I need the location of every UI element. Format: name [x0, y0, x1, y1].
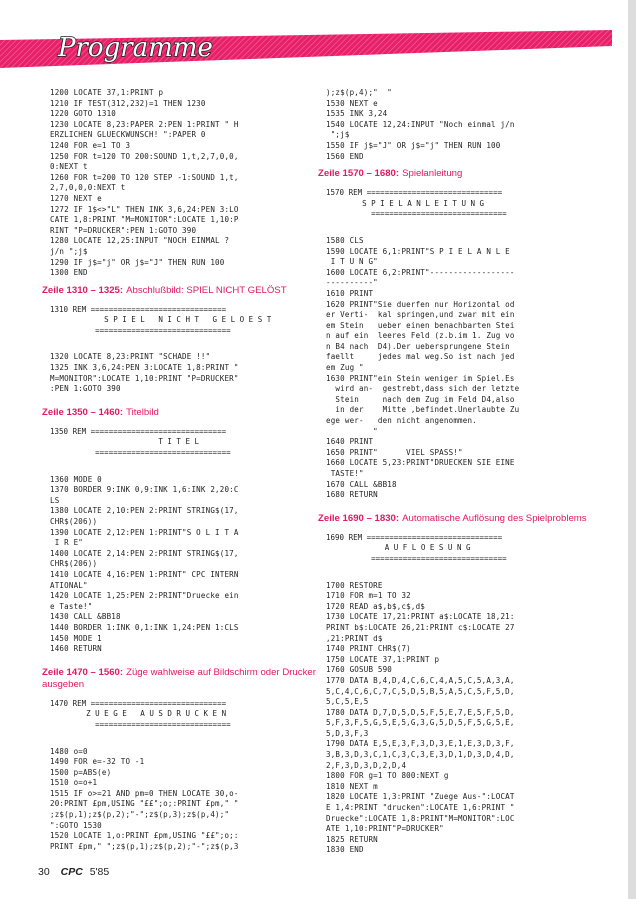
code-line: 1825 RETURN: [326, 834, 378, 844]
code-line: CATE 1,8:PRINT "M=MONITOR":LOCATE 1,10:P: [50, 215, 239, 225]
section-banner: [0, 22, 612, 84]
code-line: 1530 NEXT e: [326, 98, 378, 108]
section-heading: [318, 513, 616, 525]
code-line: 1200 LOCATE 37,1:PRINT p: [50, 88, 164, 97]
code-line: 1620 PRINT"Sie duerfen nur Horizontal od: [326, 299, 515, 309]
code-line: 1810 NEXT m: [326, 781, 378, 791]
code-line: ATE 1,10:PRINT"P=DRUCKER": [326, 824, 444, 834]
rem-banner: [50, 305, 340, 337]
code-line: I R E": [50, 538, 84, 548]
code-line: CHR$(206)): [50, 517, 98, 526]
code-line: 1600 LOCATE 6,2:PRINT"------------------: [326, 267, 515, 277]
code-line: ==============================: [50, 325, 231, 335]
code-line: 1790 DATA E,5,E,3,F,3,D,3,E,1,E,3,D,3,F,: [326, 739, 515, 749]
code-line: ==============================: [50, 448, 231, 458]
code-line: 1710 FOR m=1 TO 32: [326, 591, 411, 601]
code-line: faellt jedes mal weg.So ist nach jed: [326, 352, 515, 362]
code-line: Stein nach dem Zug im Feld D4,also: [326, 394, 515, 404]
code-line: LS: [50, 495, 60, 505]
code-line: 1770 DATA B,4,D,4,C,6,C,4,A,5,C,5,A,3,A,: [326, 675, 515, 685]
code-line: 1220 GOTO 1310: [50, 109, 117, 119]
code-line: er Verti- kal springen,und zwar mit ein: [326, 310, 515, 320]
code-line: ----------": [326, 278, 378, 288]
code-line: ege wer- den nicht angenommen.: [326, 416, 477, 426]
code-line: 1260 FOR t=200 TO 120 STEP -1:SOUND 1,t,: [50, 172, 239, 182]
code-line: 1320 LOCATE 8,23:PRINT "SCHADE !!": [50, 352, 211, 362]
code-line: ,21:PRINT d$: [326, 633, 383, 643]
code-line: n B4 nach D4).Der uebersprungene Stein: [326, 341, 510, 351]
section-heading: [318, 168, 616, 180]
code-line: 1740 PRINT CHR$(7): [326, 644, 411, 654]
code-line: TASTE!": [326, 469, 364, 478]
code-line: 1670 CALL &BB18: [326, 479, 397, 489]
code-line: 1630 PRINT"ein Stein weniger im Spiel.Es: [326, 373, 515, 383]
code-line: 1720 READ a$,b$,c$,d$: [326, 601, 426, 611]
code-line: ": [326, 426, 378, 436]
code-line: A U F L O E S U N G: [326, 543, 471, 553]
code-line: RINT "P=DRUCKER":PEN 1:GOTO 390: [50, 225, 197, 235]
code-line: 1430 CALL &BB18: [50, 612, 121, 622]
code-line: 1250 FOR t=120 TO 200:SOUND 1,t,2,7,0,0,: [50, 151, 239, 161]
code-line: 1480 o=0: [50, 746, 88, 756]
code-line: 1760 GOSUB 590: [326, 665, 393, 675]
code-block: [326, 581, 616, 856]
heading-title: Titelbild: [126, 406, 159, 418]
code-line: 1450 MODE 1: [50, 633, 102, 643]
code-line: 1660 LOCATE 5,23:PRINT"DRUECKEN SIE EINE: [326, 458, 515, 468]
code-line: ATIONAL": [50, 580, 88, 590]
code-line: 5,F,3,F,5,G,5,E,5,G,3,G,5,D,5,F,5,G,5,E,: [326, 718, 515, 728]
code-line: 1520 LOCATE 1,o:PRINT £pm,USING "££";o;:: [50, 831, 239, 841]
code-line: ==============================: [50, 719, 231, 729]
code-line: 1500 p=ABS(e): [50, 767, 112, 777]
code-line: ;z$(p,1);z$(p,2);"-";z$(p,3);z$(p,4);": [50, 810, 230, 820]
code-line: 1420 LOCATE 1,25:PEN 2:PRINT"Druecke ein: [50, 591, 239, 601]
code-line: 1210 IF TEST(312,232)=1 THEN 1230: [50, 98, 206, 108]
code-line: 1820 LOCATE 1,3:PRINT "Zuege Aus-":LOCAT: [326, 792, 515, 802]
code-line: ";j$: [326, 130, 350, 140]
code-line: 1272 IF 1$<>"L" THEN INK 3,6,24:PEN 3:LO: [50, 204, 239, 214]
left-column: [42, 88, 340, 852]
code-line: Druecke":LOCATE 1,8:PRINT"M=MONITOR":LOC: [326, 813, 515, 823]
code-line: 1350 REM ==============================: [50, 426, 227, 436]
heading-line-range: Zeile 1690 – 1830:: [318, 512, 400, 524]
code-line: 1270 NEXT e: [50, 193, 102, 203]
code-line: ":GOTO 1530: [50, 820, 102, 830]
code-line: j/n ";j$: [50, 246, 88, 256]
code-line: in der Mitte ,befindet.Unerlaubte Zu: [326, 405, 520, 415]
banner-title: Programme: [58, 33, 213, 63]
code-line: 1300 END: [50, 268, 88, 278]
code-line: Z U E G E A U S D R U C K E N: [50, 709, 227, 719]
code-line: 1380 LOCATE 2,10:PEN 2:PRINT STRING$(17,: [50, 506, 239, 516]
code-line: S P I E L A N L E I T U N G: [326, 198, 485, 208]
code-line: 2,F,3,D,3,D,2,D,4: [326, 760, 407, 770]
code-line: 1700 RESTORE: [326, 580, 383, 590]
code-line: 1410 LOCATE 4,16:PEN 1:PRINT" CPC INTERN: [50, 569, 239, 579]
code-line: em Zug ": [326, 363, 364, 373]
code-line: 1535 INK 3,24: [326, 109, 388, 119]
code-line: ==============================: [326, 209, 507, 219]
code-line: 1640 PRINT: [326, 437, 374, 447]
code-line: :PEN 1:GOTO 390: [50, 384, 121, 394]
code-line: 3,B,3,D,3,C,1,C,3,C,3,E,3,D,1,D,3,D,4,D,: [326, 750, 515, 760]
code-line: 1440 BORDER 1:INK 0,1:INK 1,24:PEN 1:CLS: [50, 622, 239, 632]
rem-banner: [50, 427, 340, 459]
code-line: E 1,4:PRINT "drucken":LOCATE 1,6:PRINT ": [326, 803, 515, 813]
section-heading: [42, 407, 340, 419]
code-line: 1515 IF o>=21 AND pm=0 THEN LOCATE 30,o-: [50, 788, 239, 798]
code-block: [50, 352, 340, 394]
code-line: PRINT £pm," ";z$(p,1);z$(p,2);"-";z$(p,3: [50, 841, 239, 851]
code-line: 1390 LOCATE 2,12:PEN 1:PRINT"S O L I T A: [50, 527, 239, 537]
code-line: 1830 END: [326, 845, 364, 855]
code-line: 1550 IF j$="J" OR j$="j" THEN RUN 100: [326, 140, 501, 150]
code-block: [50, 475, 340, 655]
code-line: 2,7,0,0,0:NEXT t: [50, 183, 126, 193]
code-block: [326, 88, 616, 162]
code-line: );z$(p,4);" ": [326, 88, 393, 97]
code-line: 1650 PRINT" VIEL SPASS!": [326, 447, 463, 457]
rem-banner: [50, 699, 340, 731]
code-line: ERZLICHEN GLUECKWUNSCH! ":PAPER 0: [50, 130, 206, 140]
heading-title: Züge wahlweise auf Bildschirm oder Drucker ausgeben: [42, 666, 316, 690]
page-edge: [628, 0, 636, 899]
code-line: 5,C,4,C,6,C,7,C,5,D,5,B,5,A,5,C,5,F,5,D,: [326, 686, 515, 696]
code-line: 1570 REM ==============================: [326, 188, 503, 198]
code-line: 1325 INK 3,6,24:PEN 3:LOCATE 1,8:PRINT ": [50, 363, 239, 373]
heading-line-range: Zeile 1310 – 1325:: [42, 284, 124, 296]
code-line: 5,C,5,E,5: [326, 697, 369, 707]
heading-line-range: Zeile 1570 – 1680:: [318, 168, 400, 180]
code-line: M=MONITOR":LOCATE 1,10:PRINT "P=DRUCKER": [50, 373, 239, 383]
code-line: 1490 FOR e=-32 TO -1: [50, 757, 145, 767]
code-line: e Taste!": [50, 601, 93, 611]
rem-banner: [326, 533, 616, 565]
code-line: 1280 LOCATE 12,25:INPUT "NOCH EINMAL ?: [50, 236, 230, 246]
code-line: 1510 o=o+1: [50, 778, 98, 788]
code-line: 1780 DATA D,7,D,5,D,5,F,5,E,7,E,5,F,5,D,: [326, 707, 515, 717]
section-heading: [42, 285, 340, 297]
code-line: wird an- gestrebt,dass sich der letzte: [326, 384, 520, 394]
code-block: [50, 88, 340, 279]
code-line: 1230 LOCATE 8,23:PAPER 2:PEN 1:PRINT " H: [50, 119, 239, 129]
heading-title: Abschlußbild: SPIEL NICHT GELÖST: [126, 284, 287, 296]
code-line: I T U N G": [326, 257, 378, 267]
code-line: n auf ein leeres Feld (z.b.im 1. Zug vo: [326, 331, 515, 341]
code-line: 1540 LOCATE 12,24:INPUT "Noch einmal j/n: [326, 119, 515, 129]
magazine-name: CPC: [60, 866, 83, 878]
code-line: 1800 FOR g=1 TO 800:NEXT g: [326, 771, 449, 781]
code-line: em Stein ueber einen benachbarten Stei: [326, 320, 515, 330]
right-column: [318, 88, 616, 856]
code-line: 1750 LOCATE 37,1:PRINT p: [326, 654, 440, 664]
section-heading: [42, 667, 340, 691]
page-footer: [38, 866, 109, 878]
heading-line-range: Zeile 1350 – 1460:: [42, 406, 124, 418]
code-line: 1560 END: [326, 151, 364, 161]
code-line: 1590 LOCATE 6,1:PRINT"S P I E L A N L E: [326, 246, 510, 256]
code-line: 1610 PRINT: [326, 288, 374, 298]
code-line: 1680 RETURN: [326, 490, 378, 500]
heading-title: Spielanleitung: [402, 168, 463, 180]
code-line: 1730 LOCATE 17,21:PRINT a$:LOCATE 18,21:: [326, 612, 515, 622]
code-line: S P I E L N I C H T G E L O E S T: [50, 315, 272, 325]
code-line: 1240 FOR e=1 TO 3: [50, 140, 131, 150]
code-line: 1470 REM ==============================: [50, 698, 227, 708]
code-line: 1370 BORDER 9:INK 0,9:INK 1,6:INK 2,20:C: [50, 485, 239, 495]
code-line: 5,D,3,F,3: [326, 728, 369, 738]
heading-line-range: Zeile 1470 – 1560:: [42, 666, 124, 678]
code-block: [50, 747, 340, 853]
code-line: 1310 REM ==============================: [50, 304, 227, 314]
code-line: 0:NEXT t: [50, 162, 88, 172]
code-line: 20:PRINT £pm,USING "££";o;:PRINT £pm," ": [50, 799, 239, 809]
issue-number: 5'85: [89, 866, 110, 878]
code-line: T I T E L: [50, 437, 200, 447]
page-number: 30: [38, 866, 50, 878]
rem-banner: [326, 188, 616, 220]
code-line: ==============================: [326, 553, 507, 563]
code-line: 1690 REM ==============================: [326, 532, 503, 542]
code-line: 1290 IF j$="j" OR j$="J" THEN RUN 100: [50, 257, 225, 267]
code-block: [326, 236, 616, 501]
code-line: 1460 RETURN: [50, 644, 102, 654]
code-line: CHR$(206)): [50, 559, 98, 569]
code-line: PRINT b$:LOCATE 26,21:PRINT c$:LOCATE 27: [326, 622, 515, 632]
heading-title: Automatische Auflösung des Spielproblems: [402, 512, 587, 524]
code-line: 1360 MODE 0: [50, 474, 102, 484]
code-line: 1400 LOCATE 2,14:PEN 2:PRINT STRING$(17,: [50, 548, 239, 558]
code-line: 1580 CLS: [326, 235, 364, 245]
